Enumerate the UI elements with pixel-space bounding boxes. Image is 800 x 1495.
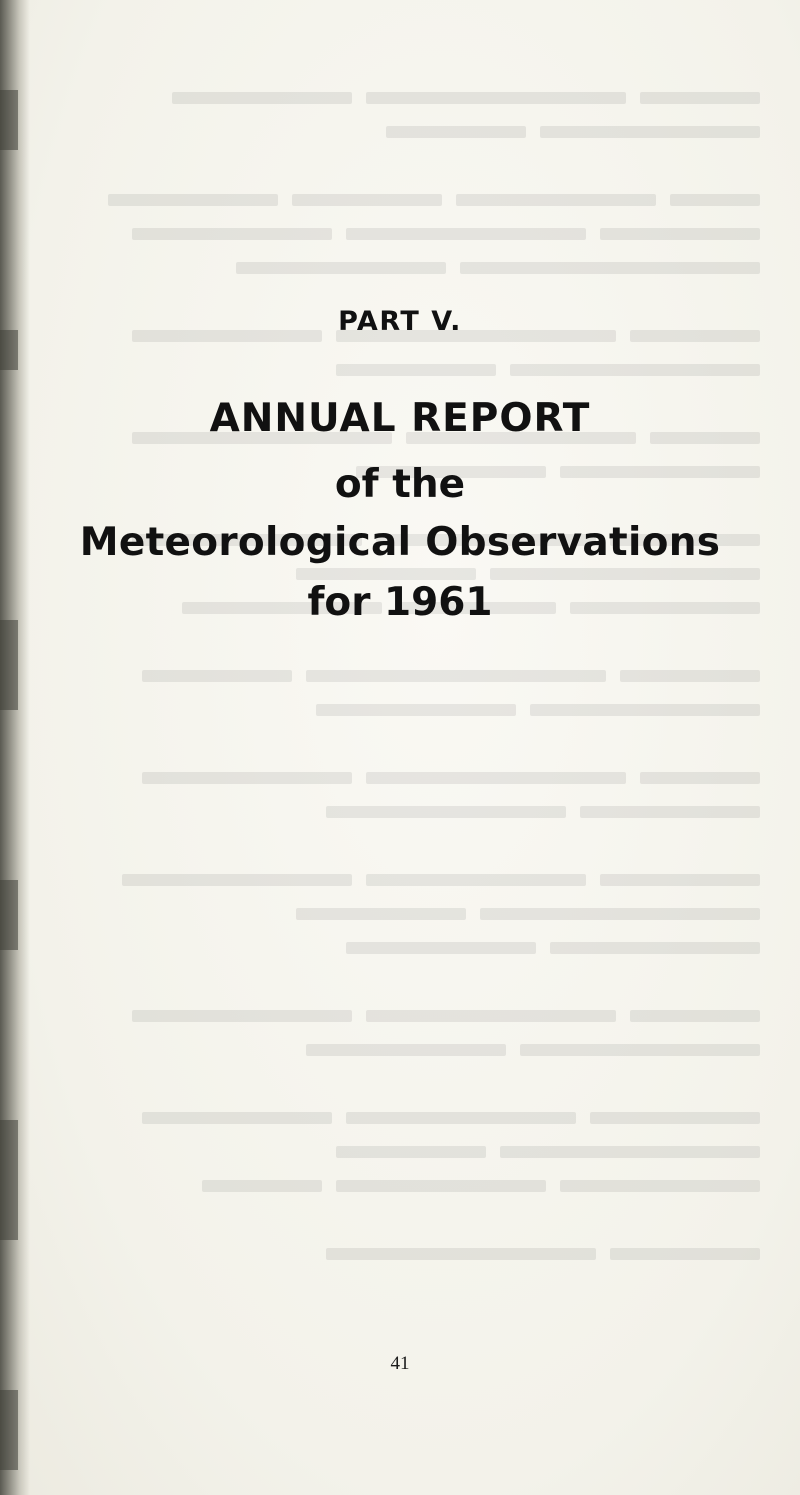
part-label: PART V. — [338, 306, 462, 337]
binding-shadow — [0, 1390, 18, 1470]
binding-shadow — [0, 880, 18, 950]
binding-edge — [0, 0, 30, 1495]
report-subject: Meteorological Observations — [79, 520, 721, 565]
binding-shadow — [0, 620, 18, 710]
report-year: for 1961 — [307, 580, 493, 625]
bleed-through-text — [60, 80, 760, 1270]
report-title: ANNUAL REPORT — [209, 396, 591, 441]
binding-shadow — [0, 90, 18, 150]
binding-shadow — [0, 1120, 18, 1240]
page-number: 41 — [390, 1353, 410, 1374]
report-title-connector: of the — [334, 462, 466, 507]
